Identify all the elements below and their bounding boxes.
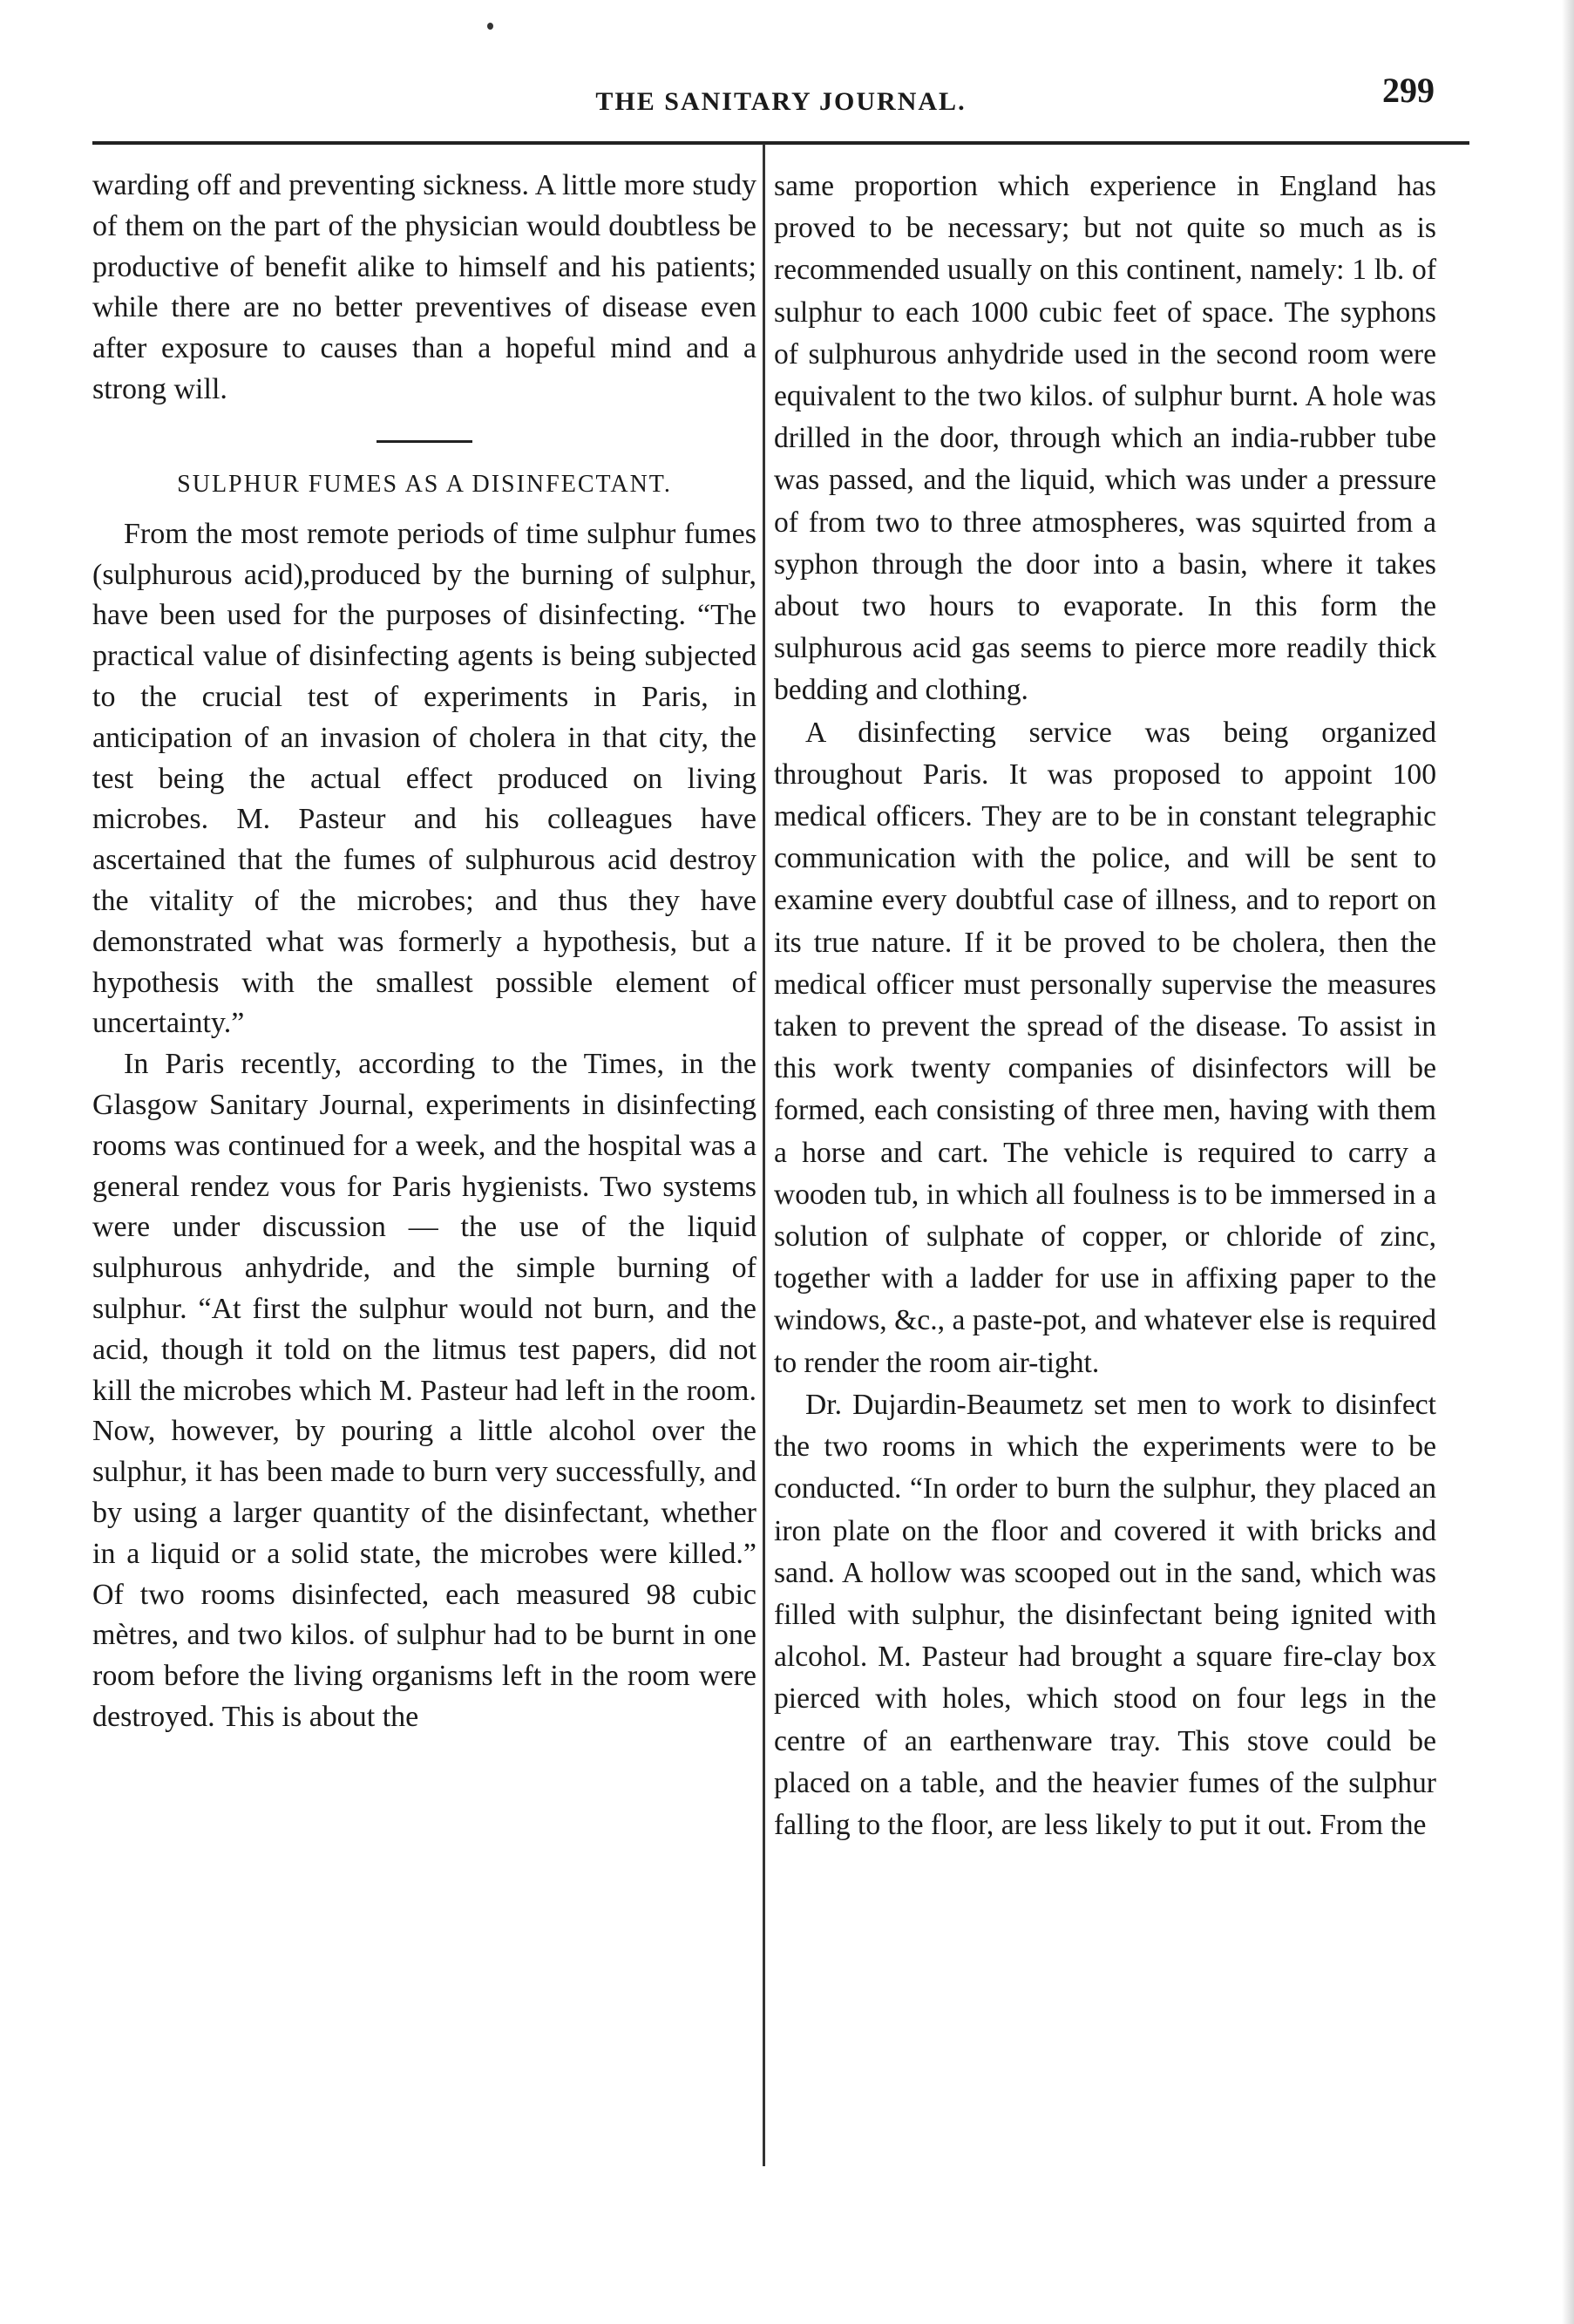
header-rule [92,141,1469,145]
paragraph-remote-periods: From the most remote periods of time sulphur fumes (sulphurous acid),produced by the burning of sulphur, have been used for the purposes of disinfecting. “The practical value of disinfecting agents is being subjected to the crucial test of experiments in Paris, in anticipation of an invasion of cholera in that city, the test being the actual effect produced on living microbes. M. Pasteur and his colleagues have ascertained that the fumes of sulphurous acid destroy the vitality of the microbes; and thus they have demonstrated what was formerly a hypothesis, but a hypothesis with the smallest possible element of uncertainty.” [92,517,756,1040]
paragraph-paris-recently: In Paris recently, according to the Times, in the Glasgow Sanitary Journal, experiments in disinfecting rooms was continued for a week, and the hospital was a general rendez vous for Paris hygienists. Two systems were under discussion — the use of the liquid sulphurous anhydride, and the simple burning of sulphur. “At first the sulphur would not burn, and the acid, though it told on the litmus test papers, did not kill the microbes which M. Pasteur had left in the room. Now, however, by pouring a little alcohol over the sulphur, it has been made to burn very successfully, and by using a larger quantity of the disinfectant, whether in a liquid or a solid state, the microbes were killed.” Of two rooms disinfected, each measured 98 cubic mètres, and two kilos. of sulphur had to be burnt in one room before the living organisms left in the room were destroyed. This is about the [92,1048,756,1733]
ink-speck [487,23,493,30]
paragraph-dujardin-beaumetz: Dr. Dujardin-Beaumetz set men to work to disinfect the two rooms in which the experiments were to be conducted. “In order to burn the sulphur, they placed an iron plate on the floor and covered it with bricks and sand. A hollow was scooped out in the sand, which was filled with sulphur, the disinfectant being ignited with alcohol. M. Pasteur had brought a square fire-clay box pierced with holes, which stood on four legs in the centre of an earthenware tray. This stove could be placed on a table, and the heavier fumes of the sulphur falling to the floor, are less likely to put it out. From the [774,1388,1436,1841]
scan-edge-shadow [1562,0,1574,2324]
column-divider [763,144,765,2166]
article-title: SULPHUR FUMES AS A DISINFECTANT. [177,470,672,498]
paragraph-warding-off: warding off and preventing sickness. A little more study of them on the part of the physician would doubtless be productive of benefit alike to himself and his patients; while there are no better preventives of disease even after exposure to causes than a hopeful mind and a strong will. [92,169,756,405]
right-column [774,166,1436,1846]
left-column [92,166,756,1738]
paragraph-disinfecting-service: A disinfecting service was being organized throughout Paris. It was proposed to appoint 100 medical officers. They are to be in constant telegraphic communication with the police, and will be sent to examine every doubtful case of illness, and to report on its true nature. If it be proved to be cholera, then the medical officer must personally supervise the measures taken to prevent the spread of the disease. To assist in this work twenty companies of disinfectors will be formed, each consisting of three men, having with them a horse and cart. The vehicle is required to carry a wooden tub, in which all foulness is to be immersed in a solution of sulphate of copper, or chloride of zinc, together with a ladder for use in affixing paper to the windows, &c., a paste-pot, and whatever else is required to render the room air-tight. [774,716,1436,1379]
page-header [92,71,1469,138]
running-title: THE SANITARY JOURNAL. [595,87,967,116]
paragraph-same-proportion: same proportion which experience in England has proved to be necessary; but not quite so much as is recommended usually on this continent, namely: 1 lb. of sulphur to each 1000 cubic feet of space. The syphons of sulphurous anhydride used in the second room were equivalent to the two kilos. of sulphur burnt. A hole was drilled in the door, through which an india-rubber tube was passed, and the liquid, which was under a pressure of from two to three atmospheres, was squirted from a syphon through the door into a basin, where it takes about two hours to evaporate. In this form the sulphurous acid gas seems to pierce more readily thick bedding and clothing. [774,170,1436,707]
page-number: 299 [1382,71,1435,110]
section-rule [377,440,472,443]
